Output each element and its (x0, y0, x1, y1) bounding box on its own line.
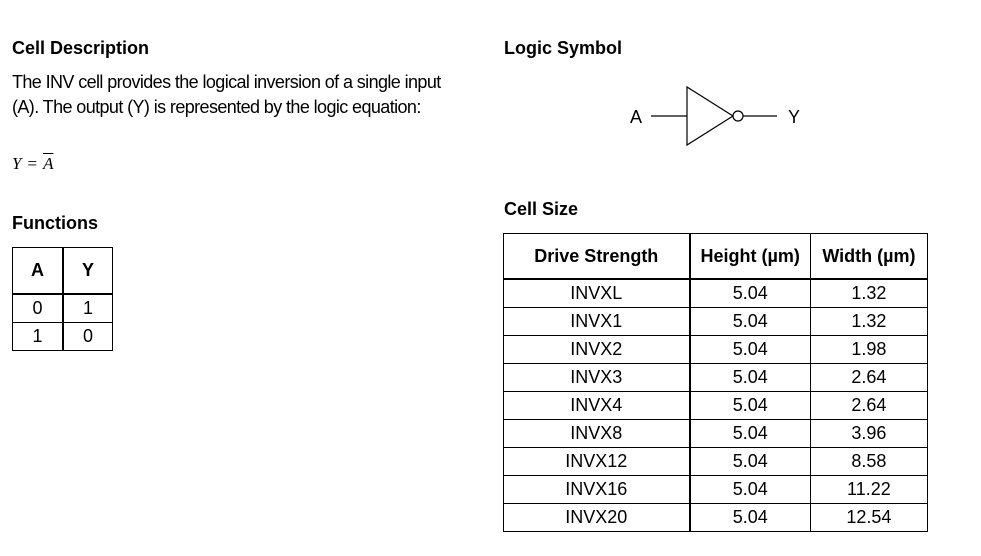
equation-equals: = (27, 154, 38, 173)
cell-size-header-row (504, 234, 928, 280)
equation-output-var: Y (12, 154, 22, 173)
drive-strength-cell: INVX20 (504, 504, 690, 532)
height-cell: 5.04 (690, 448, 811, 476)
width-cell: 11.22 (810, 476, 927, 504)
cell-size-row (504, 308, 928, 336)
truth-table-header-y: Y (63, 248, 113, 295)
height-cell: 5.04 (690, 504, 811, 532)
drive-strength-cell: INVX4 (504, 392, 690, 420)
drive-strength-cell: INVX12 (504, 448, 690, 476)
drive-strength-cell: INVX8 (504, 420, 690, 448)
truth-table-cell: 0 (13, 294, 64, 323)
truth-table-header-a: A (13, 248, 64, 295)
cell-size-row (504, 392, 928, 420)
width-cell: 3.96 (810, 420, 927, 448)
height-cell: 5.04 (690, 392, 811, 420)
height-cell: 5.04 (690, 420, 811, 448)
drive-strength-cell: INVX2 (504, 336, 690, 364)
cell-size-row (504, 504, 928, 532)
height-cell: 5.04 (690, 336, 811, 364)
cell-size-row (504, 364, 928, 392)
cell-description-text: The INV cell provides the logical inversion of a single input (A). The output (Y) is represented by the logic equation: (12, 72, 441, 117)
drive-strength-cell: INVX1 (504, 308, 690, 336)
cell-size-row (504, 420, 928, 448)
logic-symbol-heading: Logic Symbol (504, 38, 623, 58)
cell-size-row (504, 279, 928, 308)
width-cell: 1.98 (810, 336, 927, 364)
cell-description-heading: Cell Description (12, 38, 150, 58)
width-cell: 2.64 (810, 392, 927, 420)
truth-table-cell: 0 (63, 323, 113, 351)
cell-size-row (504, 476, 928, 504)
header-width: Width (µm) (810, 234, 927, 280)
truth-table-row (13, 294, 113, 323)
width-cell: 12.54 (810, 504, 927, 532)
logic-equation (12, 154, 53, 174)
drive-strength-cell: INVX3 (504, 364, 690, 392)
height-cell: 5.04 (690, 364, 811, 392)
header-height: Height (µm) (690, 234, 811, 280)
symbol-output-label: Y (788, 107, 801, 127)
inversion-bubble (733, 111, 743, 121)
width-cell: 8.58 (810, 448, 927, 476)
cell-size-heading: Cell Size (504, 199, 579, 219)
symbol-input-label: A (630, 107, 643, 127)
functions-truth-table (12, 247, 113, 351)
width-cell: 1.32 (810, 279, 927, 308)
buffer-triangle-shape (687, 87, 733, 145)
height-cell: 5.04 (690, 308, 811, 336)
functions-heading: Functions (12, 213, 98, 233)
drive-strength-cell: INVX16 (504, 476, 690, 504)
drive-strength-cell: INVXL (504, 279, 690, 308)
width-cell: 1.32 (810, 308, 927, 336)
header-drive-strength: Drive Strength (504, 234, 690, 280)
cell-size-row (504, 448, 928, 476)
height-cell: 5.04 (690, 476, 811, 504)
inverter-logic-symbol (625, 82, 815, 152)
truth-table-cell: 1 (13, 323, 64, 351)
truth-table-row (13, 323, 113, 351)
truth-table-header-row (13, 248, 113, 295)
cell-size-row (504, 336, 928, 364)
truth-table-cell: 1 (63, 294, 113, 323)
equation-input-var-inverted: $\overline{A}$ (43, 154, 54, 173)
width-cell: 2.64 (810, 364, 927, 392)
height-cell: 5.04 (690, 279, 811, 308)
cell-size-table (503, 233, 928, 532)
